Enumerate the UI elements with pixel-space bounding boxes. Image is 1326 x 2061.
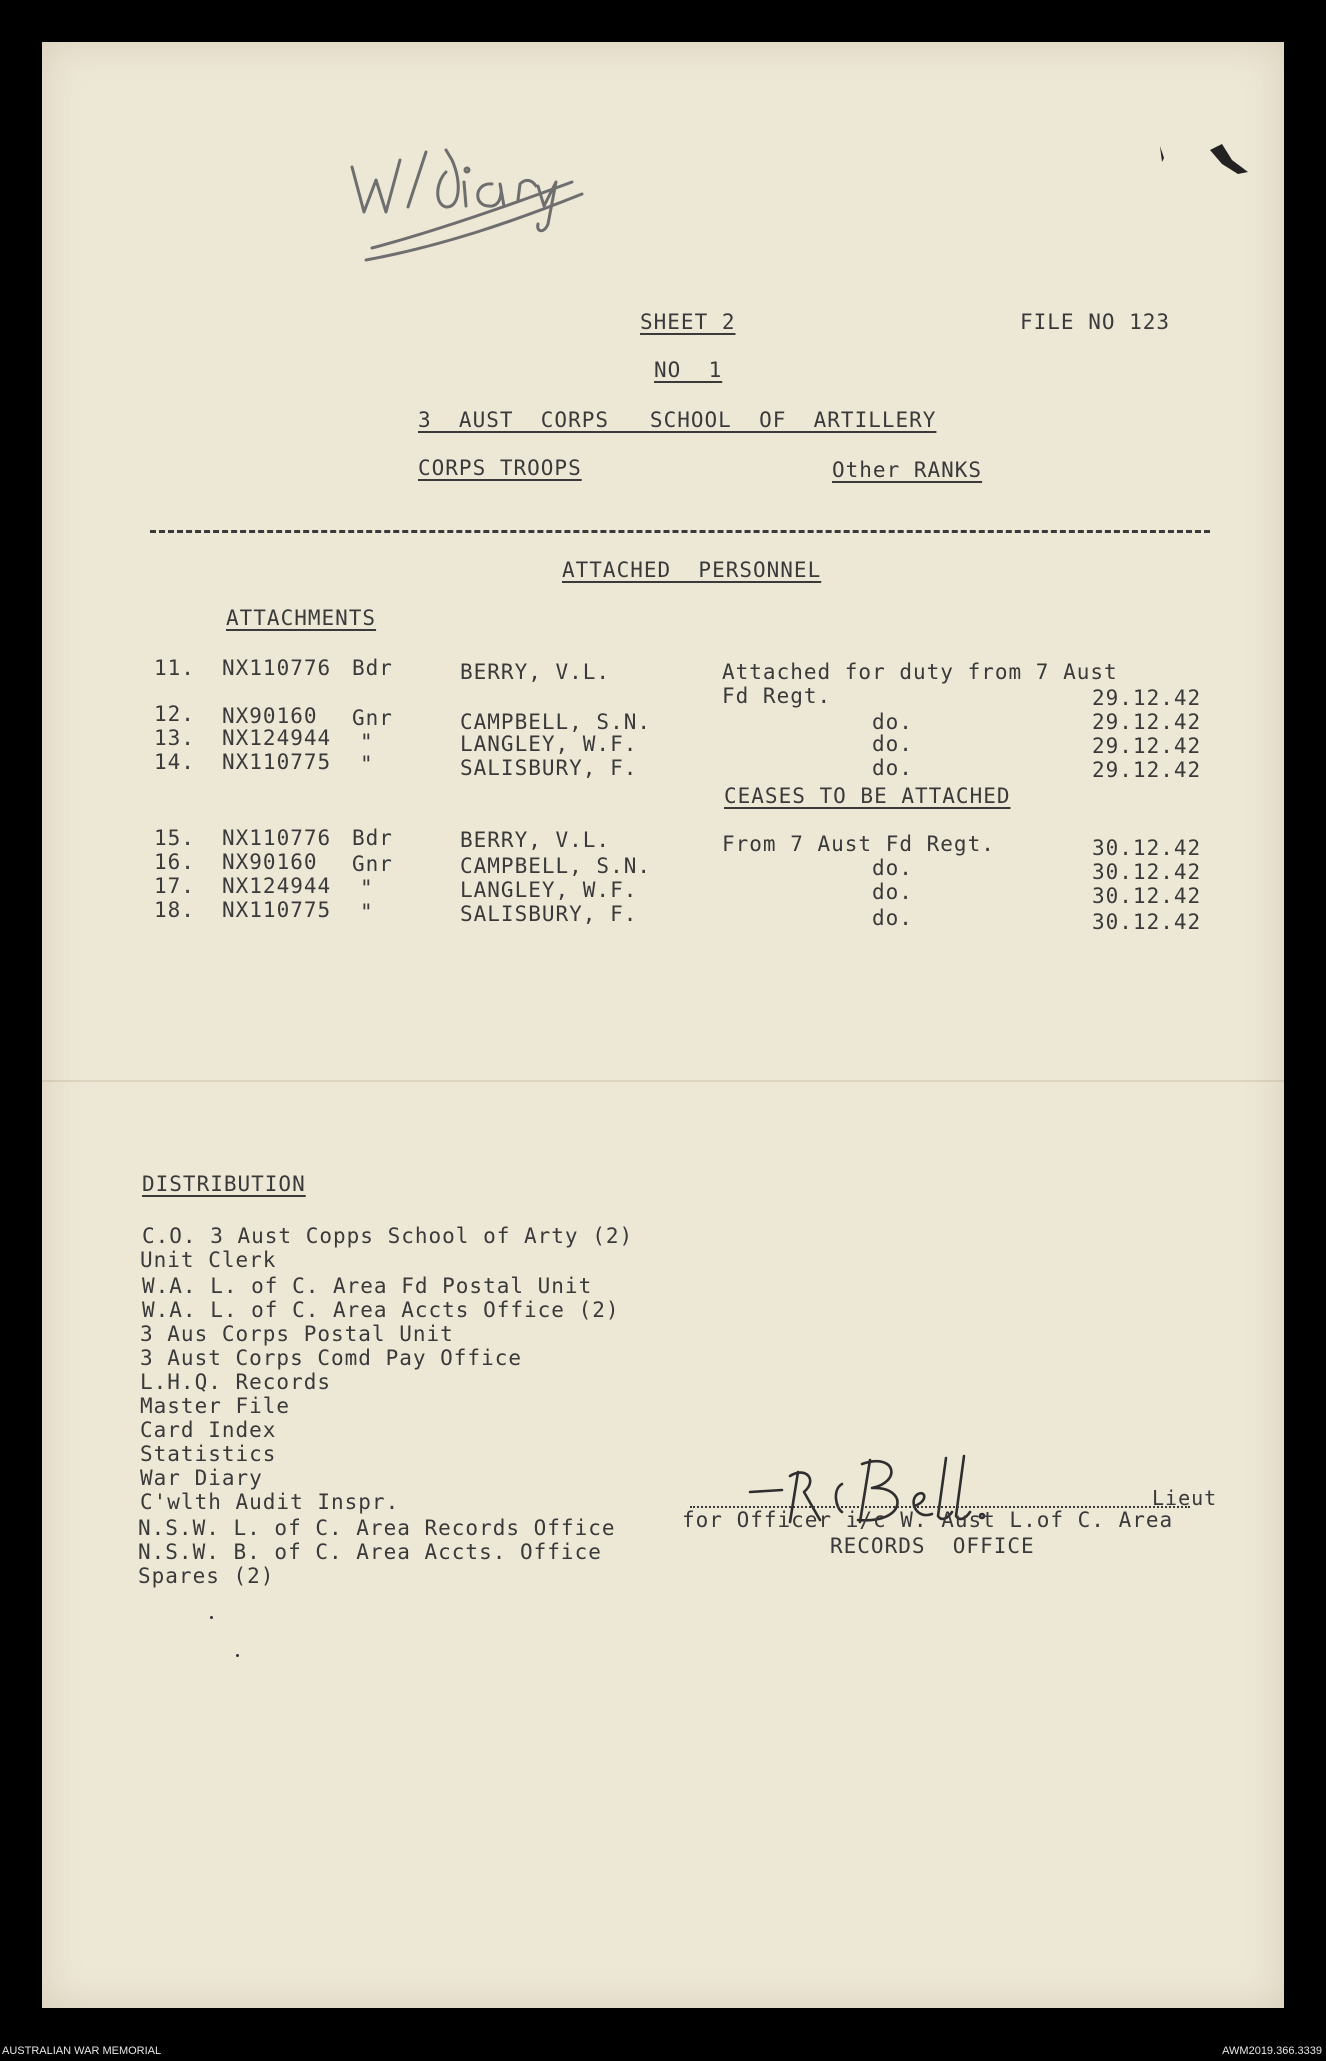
signatory-for-line: for Officer i/c W. Aust L.of C. Area xyxy=(682,1508,1174,1532)
divider-rule xyxy=(150,530,1210,533)
document-number: NO 1 xyxy=(654,358,723,382)
distribution-line: Card Index xyxy=(140,1418,277,1442)
file-number: FILE NO 123 xyxy=(1020,310,1171,334)
row-remark: do. xyxy=(872,880,913,904)
distribution-line: 3 Aus Corps Postal Unit xyxy=(140,1322,454,1346)
distribution-line: C'wlth Audit Inspr. xyxy=(140,1490,400,1514)
distribution-title: DISTRIBUTION xyxy=(142,1172,306,1196)
footer-credit: AUSTRALIAN WAR MEMORIAL xyxy=(2,2045,162,2057)
distribution-line: Unit Clerk xyxy=(140,1248,277,1272)
ink-marks xyxy=(1102,102,1282,182)
row-remark: From 7 Aust Fd Regt. xyxy=(722,832,995,856)
page-fold-crease xyxy=(42,1080,1284,1082)
row-rank: Bdr xyxy=(352,656,393,680)
distribution-line: Spares (2) xyxy=(138,1564,275,1588)
row-num: 16. xyxy=(154,850,195,874)
stray-mark xyxy=(236,1654,239,1657)
row-date: 29.12.42 xyxy=(1092,686,1202,710)
row-num: 13. xyxy=(154,726,195,750)
row-date: 29.12.42 xyxy=(1092,710,1202,734)
distribution-line: Master File xyxy=(140,1394,291,1418)
row-remark: do. xyxy=(872,906,913,930)
row-date: 29.12.42 xyxy=(1092,734,1202,758)
unit-title: 3 AUST CORPS SCHOOL OF ARTILLERY xyxy=(418,408,937,432)
row-rank: " xyxy=(360,900,374,924)
stray-mark xyxy=(210,1616,213,1619)
row-remark: do. xyxy=(872,756,913,780)
row-num: 14. xyxy=(154,750,195,774)
row-rank: Gnr xyxy=(352,706,393,730)
row-remark: Attached for duty from 7 Aust xyxy=(722,660,1118,684)
row-number: NX90160 xyxy=(222,704,318,728)
row-rank: " xyxy=(360,730,374,754)
other-ranks-label: Other RANKS xyxy=(832,458,983,482)
row-num: 11. xyxy=(154,656,195,680)
row-name: CAMPBELL, S.N. xyxy=(460,854,652,878)
row-rank: " xyxy=(360,876,374,900)
row-number: NX110776 xyxy=(222,826,332,850)
row-number: NX110775 xyxy=(222,750,332,774)
distribution-line: War Diary xyxy=(140,1466,263,1490)
row-number: NX110775 xyxy=(222,898,332,922)
row-number: NX124944 xyxy=(222,726,332,750)
distribution-line: W.A. L. of C. Area Fd Postal Unit xyxy=(142,1274,593,1298)
records-office: RECORDS OFFICE xyxy=(830,1534,1035,1558)
sheet-number: SHEET 2 xyxy=(640,310,736,334)
row-date: 30.12.42 xyxy=(1092,884,1202,908)
row-number: NX110776 xyxy=(222,656,332,680)
distribution-line: N.S.W. B. of C. Area Accts. Office xyxy=(138,1540,602,1564)
row-rank: " xyxy=(360,752,374,776)
row-remark: Fd Regt. xyxy=(722,684,832,708)
ceases-title: CEASES TO BE ATTACHED xyxy=(724,784,1011,808)
row-name: LANGLEY, W.F. xyxy=(460,878,638,902)
signatory-rank: Lieut xyxy=(1152,1486,1218,1510)
row-name: CAMPBELL, S.N. xyxy=(460,710,652,734)
row-date: 30.12.42 xyxy=(1092,860,1202,884)
attachments-subtitle: ATTACHMENTS xyxy=(226,606,377,630)
row-name: BERRY, V.L. xyxy=(460,828,611,852)
distribution-line: Statistics xyxy=(140,1442,277,1466)
row-name: SALISBURY, F. xyxy=(460,902,638,926)
row-rank: Gnr xyxy=(352,852,393,876)
row-remark: do. xyxy=(872,710,913,734)
distribution-line: C.O. 3 Aust Copps School of Arty (2) xyxy=(142,1224,634,1248)
distribution-line: 3 Aust Corps Comd Pay Office xyxy=(140,1346,523,1370)
distribution-line: W.A. L. of C. Area Accts Office (2) xyxy=(142,1298,620,1322)
row-date: 30.12.42 xyxy=(1092,836,1202,860)
row-rank: Bdr xyxy=(352,826,393,850)
footer-accession-number: AWM2019.366.3339 xyxy=(1222,2045,1322,2057)
distribution-line: L.H.Q. Records xyxy=(140,1370,332,1394)
row-date: 30.12.42 xyxy=(1092,910,1202,934)
handwritten-annotation xyxy=(342,112,682,312)
corps-troops-label: CORPS TROOPS xyxy=(418,456,582,480)
row-name: LANGLEY, W.F. xyxy=(460,732,638,756)
row-remark: do. xyxy=(872,856,913,880)
row-num: 18. xyxy=(154,898,195,922)
row-num: 17. xyxy=(154,874,195,898)
row-name: SALISBURY, F. xyxy=(460,756,638,780)
section-title: ATTACHED PERSONNEL xyxy=(562,558,822,582)
row-name: BERRY, V.L. xyxy=(460,660,611,684)
row-num: 15. xyxy=(154,826,195,850)
distribution-line: N.S.W. L. of C. Area Records Office xyxy=(138,1516,616,1540)
document-page xyxy=(42,42,1284,2008)
row-date: 29.12.42 xyxy=(1092,758,1202,782)
row-number: NX90160 xyxy=(222,850,318,874)
row-num: 12. xyxy=(154,702,195,726)
row-remark: do. xyxy=(872,732,913,756)
row-number: NX124944 xyxy=(222,874,332,898)
